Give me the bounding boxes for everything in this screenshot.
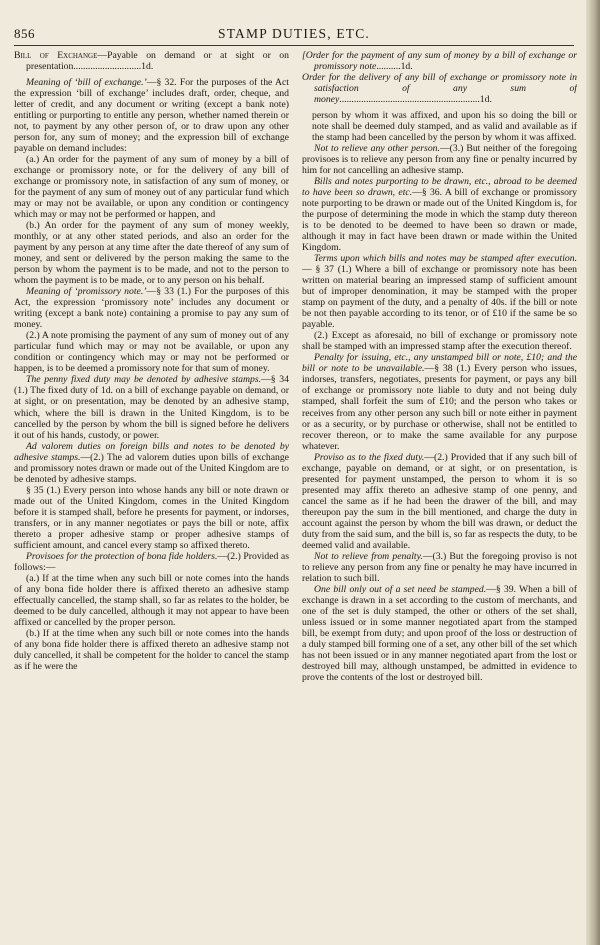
book-spine-shadow [586,0,600,945]
section-heading: Meaning of ‘promissory note.’ [26,286,147,298]
section-heading: Bills and notes purporting to be drawn, etc., abroad to be deemed to have been so drawn, etc. [302,176,577,199]
proviso-a: (a.) If at the time when any such bill or note comes into the hands of any bona fide holder there is affixed thereto an adhesive stamp effectually cancelled, the stamp shall, so far as relates to the holder, be deemed to be duly cancelled, although it may not appear to have been affixed or cancelled by the proper person. [14,572,289,628]
section-heading: Proviso as to the fixed duty. [314,451,425,463]
penny-fixed-duty: The penny fixed duty may be denoted by adhesive stamps.—§ 34 (1.) The fixed duty of 1d. on a bill of exchange payable on demand, or at sight, or on presentation, may be denoted by an adhesive stamp, which, where the bill is drawn in the United Kingdom, is to be cancelled by the person by whom the bill is signed before he delivers it out of his hands, custody, or power. [14,374,289,441]
order-delivery-entry: Order for the delivery of any bill of exchange or promissory note in satisfaction of any sum of money..........................................................1d. [302,72,577,106]
section-35: § 35 (1.) Every person into whose hands any bill or note drawn or made out of the United Kingdom, comes in the United Kingdom before it is stamped shall, before he presents for payment, or indorses, transfers, or in any manner negotiates or pays the bill or note, affix thereto a proper adhesive stamp or proper adhesive stamps of sufficient amount, and cancel every stamp so affixed thereto. [14,484,289,551]
meaning-promissory-note: Meaning of ‘promissory note.’—§ 33 (1.) For the purposes of this Act, the expression ‘promissory note’ includes any document or writing (except a bank note) containing a promise to pay any sum of money. [14,286,289,331]
terms-stamped-after-execution: Terms upon which bills and notes may be stamped after execution.— § 37 (1.) Where a bill of exchange or promissory note has been written on material bearing an impressed stamp of sufficient amount but of improper denomination, it may be stamped with the proper stamp on payment of the duty, and a penalty of 40s. if the bill or note be not then payable according to its tenor, or of £10 if the same be so payable. [302,253,577,331]
clause-b: (b.) An order for the payment of any sum of money weekly, monthly, or at any other stated periods, and also an order for the payment by any person at any time after the date thereof of any sum of money, and sent or delivered by the person making the same to the person by whom the payment is to be made, and not to the person to whom the payment is to be made, or to any person on his behalf. [14,220,289,287]
penalty-unstamped: Penalty for issuing, etc., any unstamped bill or note, £10; and the bill or note to be unavailable.—§ 38 (1.) Every person who issues, indorses, transfers, negotiates, presents for payment, or pays any bill of exchange or promissory note liable to duty and not being duly stamped, shall forfeit the sum of £10; and the person who takes or receives from any other person any such bill or note either in payment or as a security, or by purchase or otherwise, shall not be entitled to recover thereon, or to make the same available for any purpose whatever. [302,352,577,452]
terms-clause-2: (2.) Except as aforesaid, no bill of exchange or promissory note shall be stamped with an impressed stamp after the execution thereof. [302,330,577,353]
section-heading: The penny fixed duty may be denoted by adhesive stamps. [26,374,262,386]
page-number: 856 [14,26,35,41]
bills-drawn-abroad: Bills and notes purporting to be drawn, etc., abroad to be deemed to have been so drawn, etc.—§ 36. A bill of exchange or promissory note purporting to be drawn or made out of the United Kingdom is, for the purpose of determining the mode in which the stamp duty thereon is to be denoted to be deemed to have been so drawn or made, although it may in fact have been drawn or made within the United Kingdom. [302,176,577,254]
section-heading: Penalty for issuing, etc., any unstamped bill or note, £10; and the bill or note to be unavailable. [302,352,577,375]
left-column [14,50,289,930]
bill-of-exchange-entry: Bill of Exchange—Payable on demand or at sight or on presentation............................1d. [14,50,289,73]
clause-a: (a.) An order for the payment of any sum of money by a bill of exchange or promissory note, or for the delivery of any bill of exchange or promissory note, in satisfaction of any sum of money, or for the payment of any sum of money out of any particular fund which may or may not be available, or upon any condition or contingency which may or may not be performed or happen, and [14,154,289,221]
page-header [14,26,574,42]
promissory-clause-2: (2.) A note promising the payment of any sum of money out of any particular fund which may or may not be available, or upon any condition or contingency which may or may not be performed or happen, is to be deemed a promissory note for that sum of money. [14,330,289,375]
not-relieve-other-person: Not to relieve any other person.—(3.) But neither of the foregoing provisoes is to relieve any person from any fine or penalty incurred by him for not cancelling an adhesive stamp. [302,143,577,177]
proviso-b: (b.) If at the time when any such bill or note comes into the hands of any bona fide holder there is affixed thereto an adhesive stamp not duly cancelled, it shall be competent for the holder to cancel the stamp as if he were the [14,627,289,672]
header-rule [14,45,574,46]
ad-valorem-duties: Ad valorem duties on foreign bills and notes to be denoted by adhesive stamps.—(2.) The ad valorem duties upon bills of exchange and promissory notes drawn or made out of the United Kingdom are to be denoted by adhesive stamps. [14,440,289,485]
meaning-bill-of-exchange: Meaning of ‘bill of exchange.’—§ 32. For the purposes of the Act the expression ‘bill of exchange’ includes draft, order, cheque, and letter of credit, and any document or writing (except a bank note) entitling or purporting to entitle any person, whether named therein or not, to payment by any other person of, or to draw upon any other person for, any sum of money; and the expression bill of exchange payable on demand includes: [14,77,289,155]
section-heading: Terms upon which bills and notes may be stamped after execution. [314,253,577,265]
section-heading: Not to relieve from penalty. [314,550,423,562]
proviso-b-continued: person by whom it was affixed, and upon his so doing the bill or note shall be deemed duly stamped, and as valid and available as if the stamp had been cancelled by the person by whom it was affixed. [312,110,577,144]
section-heading: Meaning of ‘bill of exchange.’ [26,77,147,89]
section-heading: Provisoes for the protection of bona fide holders. [26,550,218,562]
right-column [302,50,577,930]
section-heading: Not to relieve any other person. [314,143,440,155]
proviso-fixed-duty: Proviso as to the fixed duty.—(2.) Provided that if any such bill of exchange, payable on demand, or at sight, or on presentation, is presented for payment unstamped, the person to whom it is so presented may affix thereto an adhesive stamp of one penny, and cancel the same as if he had been the drawer of the bill, and may thereupon pay the sum in the bill mentioned, and charge the duty in account against the person by whom the bill was drawn, or deduct the duty from the said sum, and the bill is, so far as respects the duty, to be deemed valid and available. [302,451,577,551]
one-bill-of-set: One bill only out of a set need be stamped.—§ 39. When a bill of exchange is drawn in a set according to the custom of merchants, and one of the set is duly stamped, the other or others of the set shall, unless issued or in some manner negotiated apart from the stamped bill, be exempt from duty; and upon proof of the loss or destruction of a duly stamped bill forming one of a set, any other bill of the set which has not been issued or in any manner negotiated apart from the lost or destroyed bill may, although unstamped, be admitted in evidence to prove the contents of the lost or destroyed bill. [302,583,577,683]
provisoes: Provisoes for the protection of bona fide holders.—(2.) Provided as follows:— [14,550,289,573]
section-heading: One bill only out of a set need be stamped. [314,583,487,595]
section-heading: Ad valorem duties on foreign bills and notes to be denoted by adhesive stamps. [14,440,289,463]
not-relieve-penalty: Not to relieve from penalty.—(3.) But the foregoing proviso is not to relieve any person from any fine or penalty he may have incurred in relation to such bill. [302,550,577,584]
running-title: STAMP DUTIES, ETC. [217,26,371,41]
order-payment-entry: [Order for the payment of any sum of money by a bill of exchange or promissory note..........1d. [302,50,577,73]
